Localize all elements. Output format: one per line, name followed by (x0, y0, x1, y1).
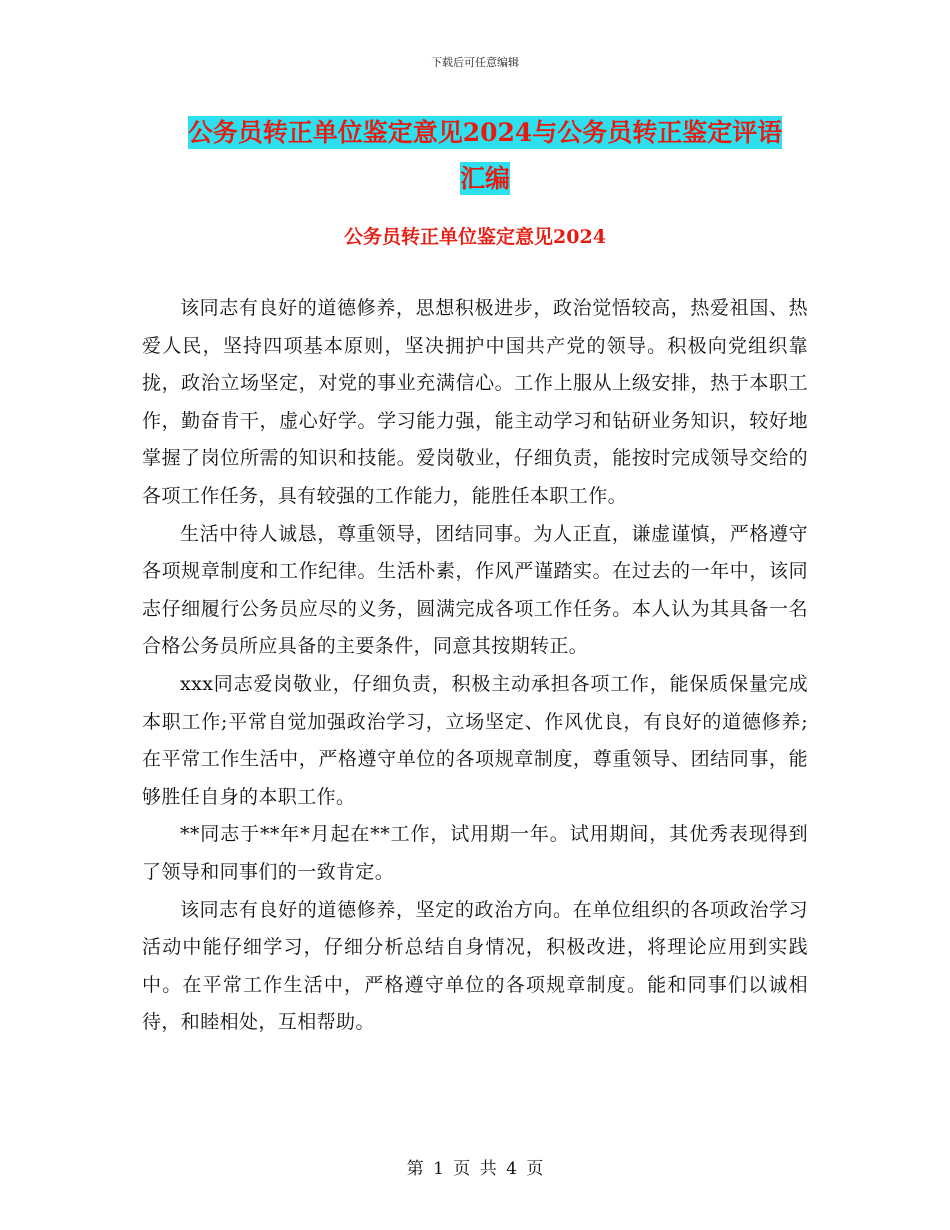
section-heading: 公务员转正单位鉴定意见2024 (344, 226, 606, 248)
paragraph: xxx同志爱岗敬业，仔细负责，积极主动承担各项工作，能保质保量完成本职工作;平常自觉加强政治学习，立场坚定、作风优良，有良好的道德修养;在平常工作生活中，严格遵守单位的各项规章制度，尊重领导、团结同事，能够胜任自身的本职工作。 (142, 672, 808, 808)
title-line-2: 汇编 (459, 164, 510, 193)
page-number: 第 1 页 共 4 页 (406, 1159, 544, 1179)
paragraph: 该同志有良好的道德修养，坚定的政治方向。在单位组织的各项政治学习活动中能仔细学习，仔细分析总结自身情况，积极改进，将理论应用到实践中。在平常工作生活中，严格遵守单位的各项规章制度。能和同事们以诚相待，和睦相处，互相帮助。 (142, 898, 808, 1034)
paragraph: 该同志有良好的道德修养，思想积极进步，政治觉悟较高，热爱祖国、热爱人民，坚持四项基本原则，坚决拥护中国共产党的领导。积极向党组织靠拢，政治立场坚定，对党的事业充满信心。工作上服从上级安排，热于本职工作，勤奋肯干，虚心好学。学习能力强，能主动学习和钻研业务知识，较好地掌握了岗位所需的知识和技能。爱岗敬业，仔细负责，能按时完成领导交给的各项工作任务，具有较强的工作能力，能胜任本职工作。 (142, 297, 808, 507)
paragraph: **同志于**年*月起在**工作，试用期一年。试用期间，其优秀表现得到了领导和同事们的一致肯定。 (142, 823, 808, 883)
document-body (142, 290, 808, 1042)
document-title (140, 110, 830, 202)
page-header: 下载后可任意编辑 (431, 56, 519, 69)
title-line-1: 公务员转正单位鉴定意见2024与公务员转正鉴定评语 (187, 118, 783, 147)
paragraph: 生活中待人诚恳，尊重领导，团结同事。为人正直，谦虚谨慎，严格遵守各项规章制度和工作纪律。生活朴素，作风严谨踏实。在过去的一年中，该同志仔细履行公务员应尽的义务，圆满完成各项工作任务。本人认为其具备一名合格公务员所应具备的主要条件，同意其按期转正。 (142, 522, 808, 658)
